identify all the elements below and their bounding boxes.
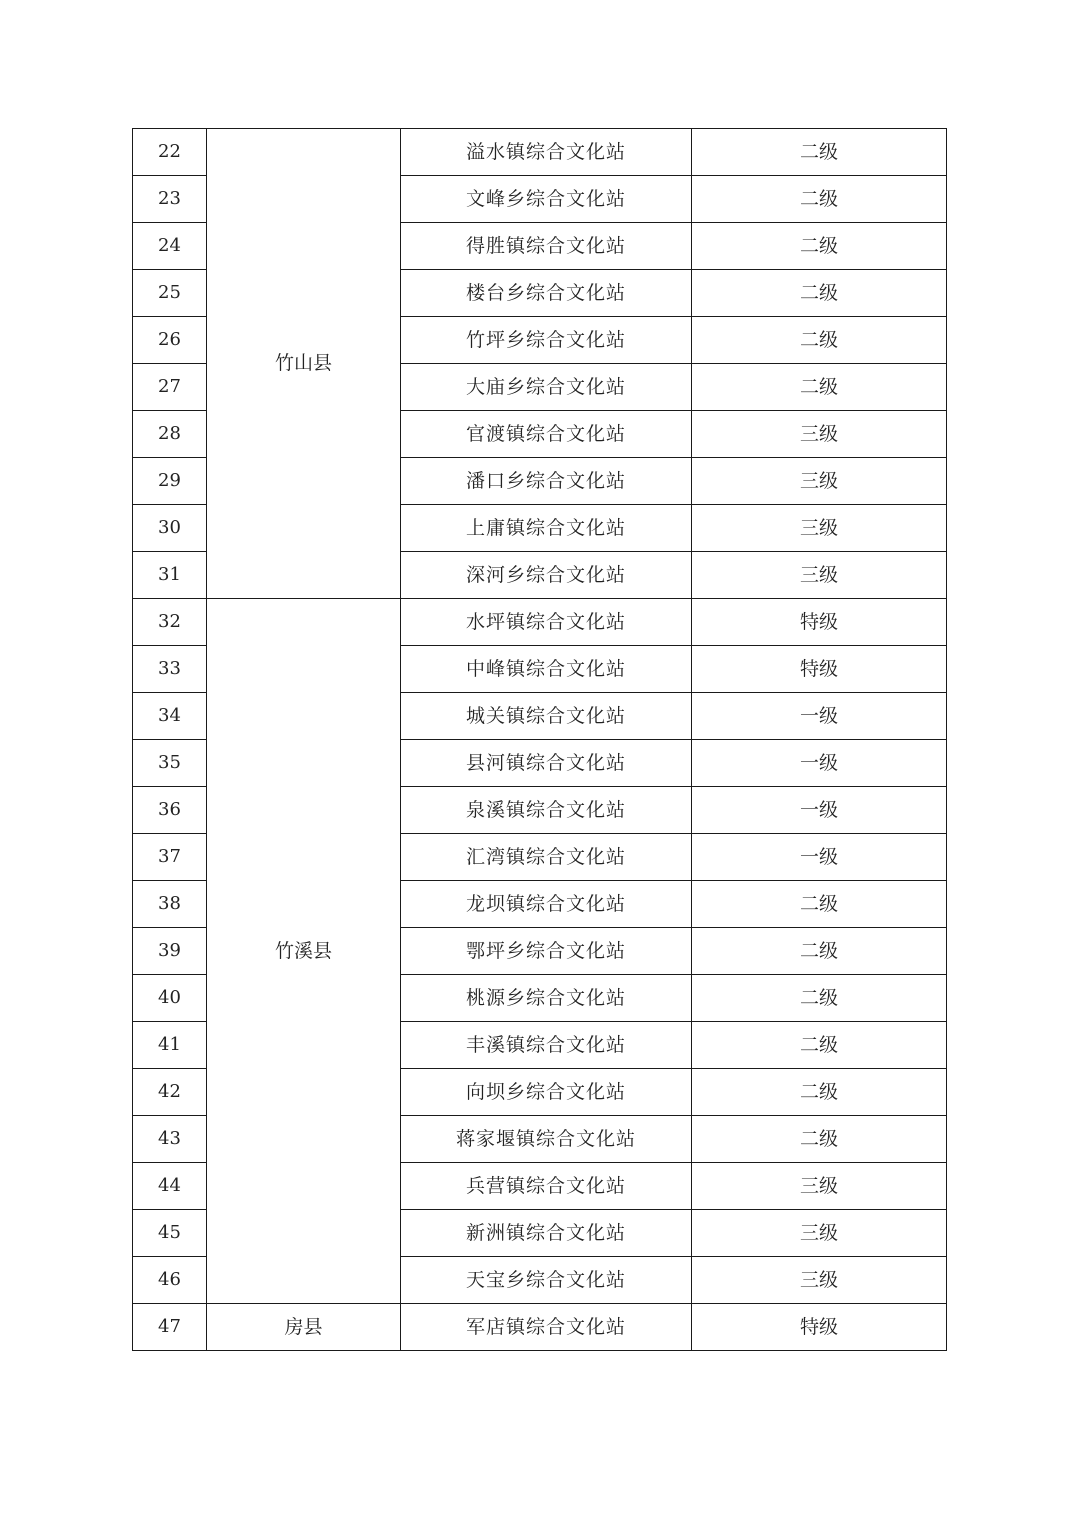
table-row [133,1304,947,1351]
grade-cell: 三级 [692,505,947,552]
row-number: 46 [133,1257,207,1304]
row-number: 22 [133,129,207,176]
grade-cell: 特级 [692,1304,947,1351]
grade-cell: 二级 [692,270,947,317]
grade-cell: 二级 [692,881,947,928]
grade-cell: 三级 [692,458,947,505]
station-name-cell: 潘口乡综合文化站 [401,458,692,505]
row-number: 34 [133,693,207,740]
station-name-cell: 龙坝镇综合文化站 [401,881,692,928]
grade-cell: 二级 [692,1069,947,1116]
grade-cell: 二级 [692,129,947,176]
table-row [133,129,947,176]
grade-cell: 二级 [692,364,947,411]
grade-cell: 特级 [692,599,947,646]
grade-cell: 一级 [692,740,947,787]
grade-cell: 二级 [692,975,947,1022]
grade-cell: 一级 [692,693,947,740]
row-number: 32 [133,599,207,646]
row-number: 23 [133,176,207,223]
row-number: 25 [133,270,207,317]
grade-cell: 二级 [692,1116,947,1163]
row-number: 38 [133,881,207,928]
grade-cell: 一级 [692,787,947,834]
station-name-cell: 泉溪镇综合文化站 [401,787,692,834]
station-name-cell: 汇湾镇综合文化站 [401,834,692,881]
row-number: 33 [133,646,207,693]
row-number: 31 [133,552,207,599]
grade-cell: 三级 [692,411,947,458]
row-number: 30 [133,505,207,552]
row-number: 24 [133,223,207,270]
station-name-cell: 深河乡综合文化站 [401,552,692,599]
row-number: 40 [133,975,207,1022]
station-name-cell: 桃源乡综合文化站 [401,975,692,1022]
row-number: 39 [133,928,207,975]
station-name-cell: 得胜镇综合文化站 [401,223,692,270]
row-number: 43 [133,1116,207,1163]
station-name-cell: 鄂坪乡综合文化站 [401,928,692,975]
row-number: 26 [133,317,207,364]
grade-cell: 二级 [692,223,947,270]
grade-cell: 特级 [692,646,947,693]
station-name-cell: 楼台乡综合文化站 [401,270,692,317]
station-name-cell: 大庙乡综合文化站 [401,364,692,411]
station-name-cell: 丰溪镇综合文化站 [401,1022,692,1069]
row-number: 35 [133,740,207,787]
station-name-cell: 向坝乡综合文化站 [401,1069,692,1116]
grade-cell: 三级 [692,1210,947,1257]
station-name-cell: 上庸镇综合文化站 [401,505,692,552]
row-number: 37 [133,834,207,881]
grade-cell: 二级 [692,317,947,364]
row-number: 36 [133,787,207,834]
county-cell: 竹溪县 [207,599,401,1304]
grade-cell: 三级 [692,1163,947,1210]
row-number: 47 [133,1304,207,1351]
table-row [133,599,947,646]
grade-cell: 二级 [692,176,947,223]
station-name-cell: 军店镇综合文化站 [401,1304,692,1351]
grade-cell: 二级 [692,928,947,975]
row-number: 27 [133,364,207,411]
grade-cell: 二级 [692,1022,947,1069]
station-name-cell: 中峰镇综合文化站 [401,646,692,693]
station-name-cell: 新洲镇综合文化站 [401,1210,692,1257]
station-name-cell: 城关镇综合文化站 [401,693,692,740]
row-number: 45 [133,1210,207,1257]
row-number: 29 [133,458,207,505]
row-number: 28 [133,411,207,458]
row-number: 44 [133,1163,207,1210]
grade-cell: 三级 [692,1257,947,1304]
station-name-cell: 县河镇综合文化站 [401,740,692,787]
row-number: 42 [133,1069,207,1116]
row-number: 41 [133,1022,207,1069]
station-name-cell: 溢水镇综合文化站 [401,129,692,176]
county-cell: 竹山县 [207,129,401,599]
table-body [133,129,947,1351]
station-grade-table [132,128,947,1351]
station-name-cell: 蒋家堰镇综合文化站 [401,1116,692,1163]
grade-cell: 一级 [692,834,947,881]
station-name-cell: 兵营镇综合文化站 [401,1163,692,1210]
station-name-cell: 水坪镇综合文化站 [401,599,692,646]
station-name-cell: 官渡镇综合文化站 [401,411,692,458]
station-name-cell: 文峰乡综合文化站 [401,176,692,223]
station-name-cell: 竹坪乡综合文化站 [401,317,692,364]
county-cell: 房县 [207,1304,401,1351]
station-name-cell: 天宝乡综合文化站 [401,1257,692,1304]
grade-cell: 三级 [692,552,947,599]
